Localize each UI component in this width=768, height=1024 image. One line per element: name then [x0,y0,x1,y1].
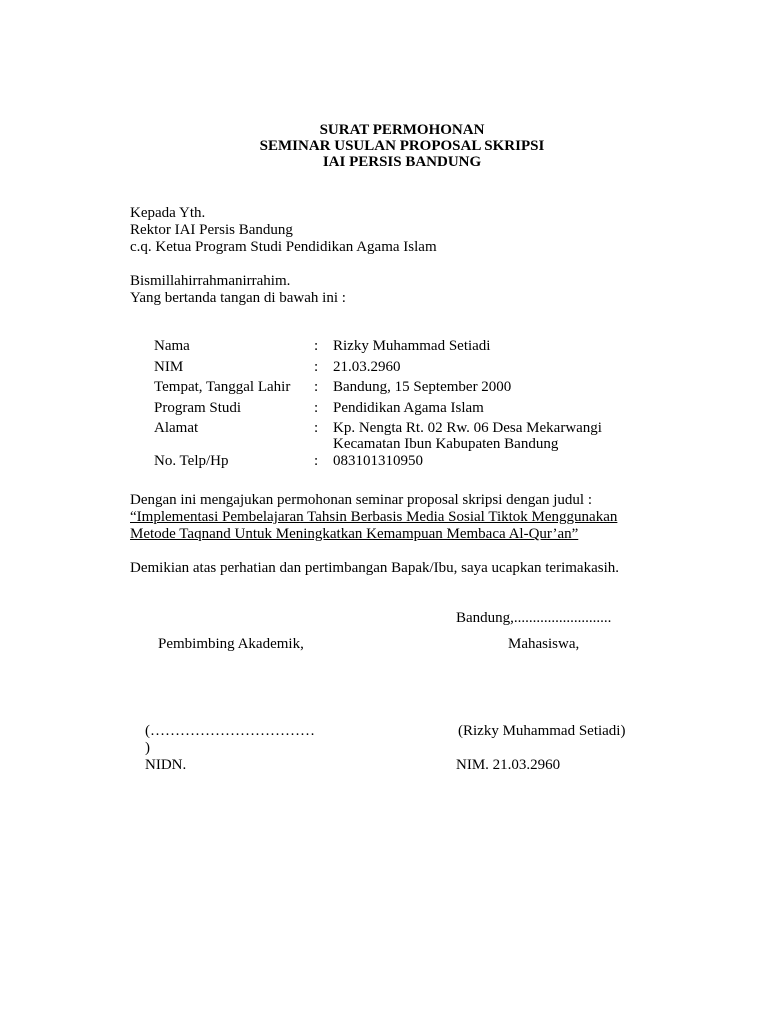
info-value: 21.03.2960 [333,358,401,375]
info-separator: : [314,399,319,416]
info-value: 083101310950 [333,453,423,469]
thesis-title-line-2: Metode Taqnand Untuk Meningkatkan Kemampuan Membaca Al-Qur’an” [130,526,579,542]
info-separator: : [314,338,319,354]
student-name: (Rizky Muhammad Setiadi) [458,723,626,739]
recipient-block [130,205,437,256]
recipient-line-2: Rektor IAI Persis Bandung [130,222,293,238]
address-line-2: Kecamatan Ibun Kabupaten Bandung [333,436,559,452]
opening-line-2: Yang bertanda tangan di bawah ini : [130,290,346,306]
title-line-1: SURAT PERMOHONAN [319,122,485,138]
info-label: Program Studi [154,399,242,416]
advisor-nidn: NIDN. [145,757,187,773]
info-label: NIM [154,358,184,375]
info-value: Bandung, 15 September 2000 [333,379,512,395]
info-separator: : [314,379,319,395]
recipient-line-1: Kepada Yth. [130,205,206,221]
info-label: Nama [154,338,190,354]
info-label: No. Telp/Hp [154,453,229,469]
title-line-2: SEMINAR USULAN PROPOSAL SKRIPSI [259,138,545,154]
student-role: Mahasiswa, [508,636,580,652]
info-label: Alamat [154,420,199,436]
info-value: Rizky Muhammad Setiadi [333,338,491,354]
request-block [130,492,617,543]
letter-title [0,122,768,170]
address-line-1: Kp. Nengta Rt. 02 Rw. 06 Desa Mekarwangi [333,420,602,436]
opening-block [130,273,346,307]
info-label: Tempat, Tanggal Lahir [154,379,291,395]
info-separator: : [314,420,319,436]
closing-statement: Demikian atas perhatian dan pertimbangan Bapak/Ibu, saya ucapkan terimakasih. [130,560,619,576]
advisor-role: Pembimbing Akademik, [158,636,304,652]
info-separator: : [314,358,319,375]
info-value [333,420,602,452]
info-separator: : [314,453,319,469]
request-intro: Dengan ini mengajukan permohonan seminar proposal skripsi dengan judul : [130,492,592,508]
thesis-title-line-1: “Implementasi Pembelajaran Tahsin Berbasis Media Sosial Tiktok Menggunakan [130,509,618,525]
advisor-name-placeholder: (…………………………… [145,723,315,739]
student-nim: NIM. 21.03.2960 [456,757,561,773]
title-line-3: IAI PERSIS BANDUNG [322,154,482,170]
place-date: Bandung,.......................... [456,610,612,626]
recipient-line-3: c.q. Ketua Program Studi Pendidikan Agama Islam [130,239,437,255]
info-value: Pendidikan Agama Islam [333,399,484,416]
opening-line-1: Bismillahirrahmanirrahim. [130,273,291,289]
advisor-name-close: ) [145,740,150,756]
